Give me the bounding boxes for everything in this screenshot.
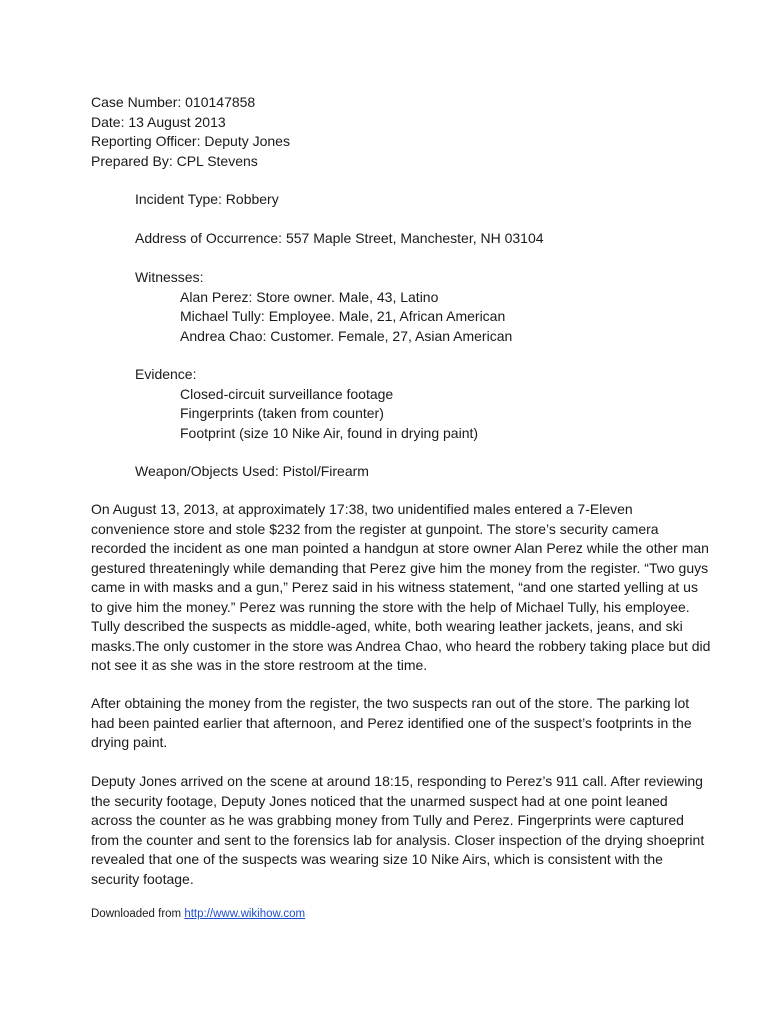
evidence-label: Evidence: — [135, 366, 197, 382]
evidence-item: Fingerprints (taken from counter) — [180, 405, 384, 421]
download-source-prefix: Downloaded from — [91, 908, 185, 920]
witness-item: Alan Perez: Store owner. Male, 43, Latino — [180, 288, 439, 305]
prepared-by: Prepared By: CPL Stevens — [91, 152, 258, 169]
reporting-officer: Reporting Officer: Deputy Jones — [91, 133, 290, 149]
case-header — [91, 93, 290, 171]
evidence-item: Closed-circuit surveillance footage — [180, 385, 394, 402]
witnesses-label: Witnesses: — [135, 269, 204, 285]
narrative-paragraph-3: Deputy Jones arrived on the scene at around 18:15, responding to Perez’s 911 call. After reviewing the security footage, Deputy Jones noticed that the unarmed suspect had at one point leaned across the counter as he was grabbing money from Tully and Perez. Fingerprints were captured from the counter and sent to the forensics lab for analysis. Closer inspection of the drying shoeprint revealed that one of the suspects was wearing size 10 Nike Airs, which is consistent with the security footage. — [91, 773, 705, 887]
wikihow-link[interactable]: http://www.wikihow.com — [184, 908, 306, 920]
download-source — [91, 906, 305, 922]
witness-item: Michael Tully: Employee. Male, 21, African American — [180, 308, 506, 324]
witnesses-section — [135, 268, 512, 346]
address-of-occurrence: Address of Occurrence: 557 Maple Street, Manchester, NH 03104 — [135, 230, 544, 246]
weapon-used: Weapon/Objects Used: Pistol/Firearm — [135, 463, 369, 479]
evidence-section — [135, 365, 478, 443]
witness-item: Andrea Chao: Customer. Female, 27, Asian American — [180, 327, 513, 344]
narrative-paragraph-1: On August 13, 2013, at approximately 17:38, two unidentified males entered a 7-Eleven convenience store and stole $232 from the register at gunpoint. The store’s security camera recorded the incident as one man pointed a handgun at store owner Alan Perez while the other man gestured threateningly while demanding that Perez give him the money from the register. “Two guys came in with masks and a gun,” Perez said in his witness statement, “and one started yelling at us to give him the money.” Perez was running the store with the help of Michael Tully, his employee. Tully described the suspects as middle-aged, white, both wearing leather jackets, jeans, and ski masks.The only customer in the store was Andrea Chao, who heard the robbery taking place but did not see it as she was in the store restroom at the time. — [91, 501, 711, 673]
narrative-paragraph-2: After obtaining the money from the register, the two suspects ran out of the store. The parking lot had been painted earlier that afternoon, and Perez identified one of the suspect’s footprints in the drying paint. — [91, 695, 692, 750]
evidence-item: Footprint (size 10 Nike Air, found in drying paint) — [180, 424, 479, 441]
incident-type: Incident Type: Robbery — [135, 191, 279, 207]
case-number: Case Number: 010147858 — [91, 94, 256, 110]
report-date: Date: 13 August 2013 — [91, 113, 226, 130]
